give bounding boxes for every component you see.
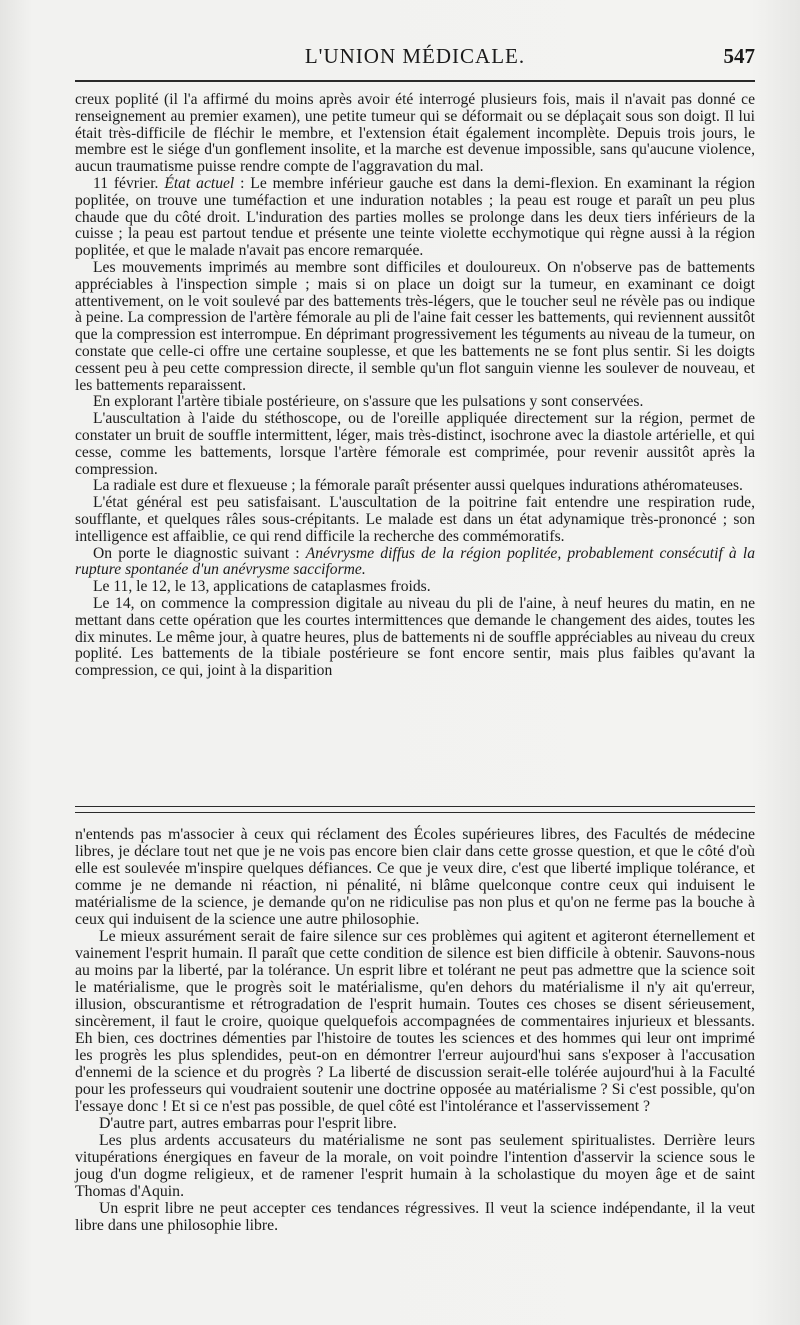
paragraph: Les mouvements imprimés au membre sont difficiles et douloureux. On n'observe pas de battements appréciables à l'inspection simple ; mais si on place un doigt sur la tumeur, en examinant ce doigt attentivement, on le voit soulevé par des battements très-légers, que le toucher seul ne révèle pas ou indique à peine. La compression de l'artère fémorale au pli de l'aine fait cesser les battements, qui reviennent aussitôt que la compression est interrompue. En déprimant progressivement les téguments au niveau de la tumeur, on constate que celle-ci offre une certaine souplesse, et que les battements ne se font plus sentir. Si les doigts cessent peu à peu cette compression directe, il semble qu'un flot sanguin vienne les soulever de nouveau, et les battements reparaissent. — [75, 258, 755, 394]
paragraph: Le 11, le 12, le 13, applications de cataplasmes froids. — [93, 578, 431, 596]
paragraph: n'entends pas m'associer à ceux qui réclament des Écoles supérieures libres, des Facultés de médecine libres, je déclare tout net que je ne vois pas encore bien clair dans cette grosse question, et que le côté d'où elle est soulevée m'inspire quelques défiances. Ce que je veux dire, c'est que liberté implique tolérance, et comme je ne demande ni réaction, ni pénalité, ni blâme quelconque contre ceux qui induisent le matérialisme de la science, je demande qu'on ne ridiculise pas non plus et qu'on ne ferme pas la bouche à ceux qui induisent de la science une autre philosophie. — [75, 826, 755, 928]
paragraph: Le mieux assurément serait de faire silence sur ces problèmes qui agitent et agiteront éternellement et vainement l'esprit humain. Il paraît que cette condition de silence est bien difficile à obtenir. Sauvons-nous au moins par la liberté, par la tolérance. Un esprit libre et tolérant ne peut pas admettre que la science soit le matérialisme, que le progrès soit le matérialisme, qu'en dehors du matérialisme il n'y ait qu'erreur, illusion, obscurantisme et rétrogradation de l'esprit humain. Toutes ces choses se disent sérieusement, sincèrement, il faut le croire, quoique quelquefois accompagnées de commentaires injurieux et blessants. Eh bien, ces doctrines démenties par l'histoire de toutes les sciences et des hommes qui leur ont imprimé les progrès les plus splendides, peut-on en démontrer l'erreur aujourd'hui sans s'exposer à l'accusation d'ennemi de la science et du progrès ? La liberté de discussion serait-elle tolérée aujourd'hui à la Faculté pour les professeurs qui voudraient soutenir une doctrine opposée au matérialisme ? Si c'est possible, qu'on l'essaye donc ! Et si ce n'est pas possible, de quel côté est l'intolérance et l'asservissement ? — [75, 928, 755, 1115]
header-rule — [75, 80, 755, 82]
paragraph: Un esprit libre ne peut accepter ces tendances régressives. Il veut la science indépendante, il la veut libre dans une philosophie libre. — [75, 1200, 755, 1234]
paragraph: La radiale est dure et flexueuse ; la fémorale paraît présenter aussi quelques indurations athéromateuses. — [93, 477, 743, 495]
page-header — [75, 44, 755, 74]
upper-article-column — [75, 92, 755, 680]
paragraph: En explorant l'artère tibiale postérieure, on s'assure que les pulsations y sont conservées. — [93, 393, 644, 411]
paragraph: 11 février. État actuel : Le membre inférieur gauche est dans la demi-flexion. En examinant la région poplitée, on trouve une tuméfaction et une induration notables ; la peau est rouge et paraît un peu plus chaude que du côté droit. L'induration des parties molles se prolonge dans les deux tiers inférieurs de la cuisse ; la peau est partout tendue et présente une teinte violette ecchymotique qui règne aussi à la région poplitée, et que le malade n'avait pas encore remarquée. — [75, 174, 755, 260]
paragraph: On porte le diagnostic suivant : Anévrysme diffus de la région poplitée, probablement consécutif à la rupture spontanée d'un anévrysme sacciforme. — [75, 544, 755, 579]
paragraph: creux poplité (il l'a affirmé du moins après avoir été interrogé plusieurs fois, mais il n'avait pas donné ce renseignement au premier examen), une petite tumeur qui se déformait ou se déplaçait sous son doigt. Il lui était très-difficile de fléchir le membre, et l'extension était également incomplète. Depuis trois jours, le membre est le siége d'un gonflement insolite, et la marche est devenue impossible, sans qu'aucune violence, aucun traumatisme puisse rendre compte de l'aggravation du mal. — [75, 91, 755, 176]
feuilleton-divider — [75, 806, 755, 813]
paragraph: D'autre part, autres embarras pour l'esprit libre. — [99, 1115, 397, 1132]
paragraph: L'état général est peu satisfaisant. L'auscultation de la poitrine fait entendre une respiration rude, soufflante, et quelques râles sous-crépitants. Le malade est dans un état adynamique très-prononcé ; son intelligence est affaiblie, ce qui rend difficile la recherche des commémoratifs. — [75, 494, 755, 545]
running-title: L'UNION MÉDICALE. — [304, 44, 526, 68]
feuilleton-column — [75, 826, 755, 1234]
paragraph: Les plus ardents accusateurs du matérialisme ne sont pas seulement spiritualistes. Derrière leurs vitupérations énergiques en faveur de la morale, on voit poindre l'intention d'asservir la science sous le joug d'un dogme religieux, et de ramener l'esprit humain à la scholastique du moyen âge et de saint Thomas d'Aquin. — [75, 1132, 755, 1200]
page-number: 547 — [723, 44, 755, 68]
paragraph: Le 14, on commence la compression digitale au niveau du pli de l'aine, à neuf heures du matin, en ne mettant dans cette opération que les courtes intermittences que demande le changement des aides, toutes les dix minutes. Le même jour, à quatre heures, plus de battements ni de souffle appréciables au niveau du creux poplité. Les battements de la tibiale postérieure se font encore sentir, mais plus faibles qu'avant la compression, ce qui, joint à la disparition — [75, 594, 755, 680]
paragraph: L'auscultation à l'aide du stéthoscope, ou de l'oreille appliquée directement sur la région, permet de constater un bruit de souffle intermittent, léger, mais très-distinct, isochrone avec la diastole artérielle, et qui cesse, comme les battements, lorsque l'artère fémorale est comprimée, pour revenir aussitôt après la compression. — [75, 410, 755, 478]
